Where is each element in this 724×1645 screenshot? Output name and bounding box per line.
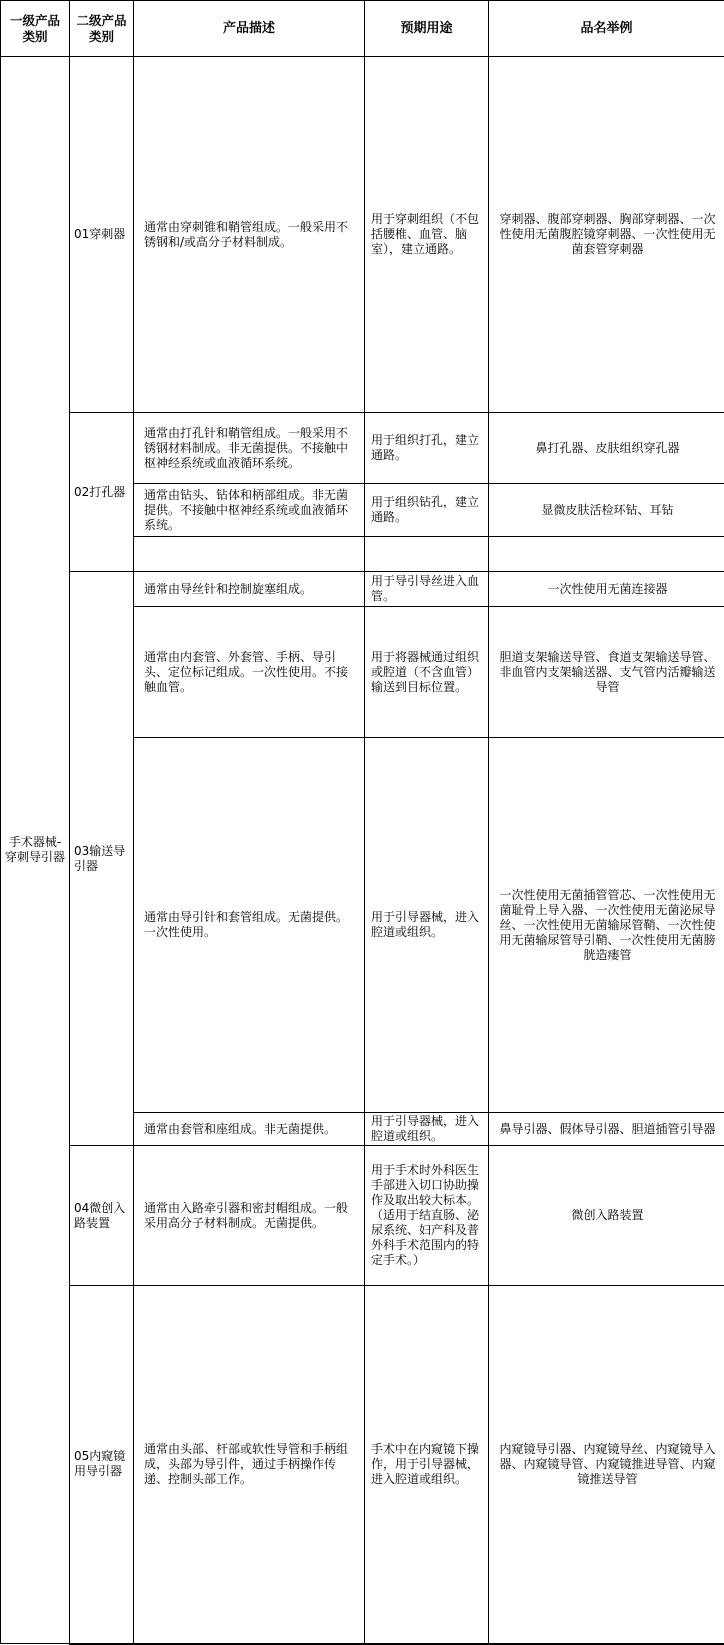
header-row bbox=[1, 1, 724, 57]
table-row bbox=[1, 1286, 724, 1644]
level1-category-cell: 手术器械-穿刺导引器 bbox=[1, 57, 70, 1644]
level2-category-cell: 02打孔器 bbox=[70, 413, 134, 572]
description-cell: 通常由头部、杆部或软性导管和手柄组成，头部为导引件，通过手柄操作传递、控制头部工作。 bbox=[134, 1286, 365, 1644]
examples-cell: 胆道支架输送导管、食道支架输送导管、非血管内支架输送器、支气管内活瓣输送导管 bbox=[489, 607, 724, 738]
table-row bbox=[1, 572, 724, 607]
description-cell: 通常由钻头、钻体和柄部组成。非无菌提供。不接触中枢神经系统或血液循环系统。 bbox=[134, 484, 365, 537]
description-cell: 通常由打孔针和鞘管组成。一般采用不锈钢材料制成。非无菌提供。不接触中枢神经系统或血液循环系统。 bbox=[134, 413, 365, 484]
header-examples: 品名举例 bbox=[489, 1, 724, 57]
examples-cell: 微创入路装置 bbox=[489, 1146, 724, 1286]
description-cell: 通常由内套管、外套管、手柄、导引头、定位标记组成。一次性使用。不接触血管。 bbox=[134, 607, 365, 738]
intended-use-cell: 用于引导器械，进入腔道或组织。 bbox=[365, 738, 489, 1113]
description-cell bbox=[134, 537, 365, 572]
intended-use-cell: 用于手术时外科医生手部进入切口协助操作及取出较大标本。（适用于结直肠、泌尿系统、妇产科及普外科手术范围内的特定手术。） bbox=[365, 1146, 489, 1286]
table-row bbox=[1, 1146, 724, 1286]
examples-cell: 一次性使用无菌插管管芯、一次性使用无菌耻骨上导入器、一次性使用无菌泌尿导丝、一次性使用无菌输尿管鞘、一次性使用无菌输尿管导引鞘、一次性使用无菌膀胱造瘘管 bbox=[489, 738, 724, 1113]
table-row bbox=[1, 57, 724, 413]
examples-cell bbox=[489, 537, 724, 572]
level2-category-cell: 04微创入路装置 bbox=[70, 1146, 134, 1286]
header-level2: 二级产品类别 bbox=[70, 1, 134, 57]
examples-cell: 内窥镜导引器、内窥镜导丝、内窥镜导入器、内窥镜导管、内窥镜推进导管、内窥镜推送导管 bbox=[489, 1286, 724, 1644]
level2-category-cell: 05内窥镜用导引器 bbox=[70, 1286, 134, 1644]
intended-use-cell: 用于穿刺组织（不包括腰椎、血管、脑室），建立通路。 bbox=[365, 57, 489, 413]
description-cell: 通常由套管和座组成。非无菌提供。 bbox=[134, 1113, 365, 1146]
examples-cell: 鼻打孔器、皮肤组织穿孔器 bbox=[489, 413, 724, 484]
description-cell: 通常由导丝针和控制旋塞组成。 bbox=[134, 572, 365, 607]
intended-use-cell: 用于组织打孔，建立通路。 bbox=[365, 413, 489, 484]
description-cell: 通常由入路牵引器和密封帽组成。一般采用高分子材料制成。无菌提供。 bbox=[134, 1146, 365, 1286]
description-cell: 通常由穿刺锥和鞘管组成。一般采用不锈钢和/或高分子材料制成。 bbox=[134, 57, 365, 413]
examples-cell: 穿刺器、腹部穿刺器、胸部穿刺器、一次性使用无菌腹腔镜穿刺器、一次性使用无菌套管穿刺器 bbox=[489, 57, 724, 413]
header-description: 产品描述 bbox=[134, 1, 365, 57]
intended-use-cell: 用于将器械通过组织或腔道（不含血管）输送到目标位置。 bbox=[365, 607, 489, 738]
level2-category-cell: 01穿刺器 bbox=[70, 57, 134, 413]
header-level1: 一级产品类别 bbox=[1, 1, 70, 57]
table-row bbox=[1, 413, 724, 484]
level2-category-cell: 03输送导引器 bbox=[70, 572, 134, 1146]
examples-cell: 鼻导引器、假体导引器、胆道插管引导器 bbox=[489, 1113, 724, 1146]
description-cell: 通常由导引针和套管组成。无菌提供。一次性使用。 bbox=[134, 738, 365, 1113]
examples-cell: 一次性使用无菌连接器 bbox=[489, 572, 724, 607]
examples-cell: 显微皮肤活检环钻、耳钻 bbox=[489, 484, 724, 537]
header-intended-use: 预期用途 bbox=[365, 1, 489, 57]
intended-use-cell bbox=[365, 537, 489, 572]
intended-use-cell: 用于组织钻孔，建立通路。 bbox=[365, 484, 489, 537]
intended-use-cell: 用于引导器械，进入腔道或组织。 bbox=[365, 1113, 489, 1146]
intended-use-cell: 手术中在内窥镜下操作，用于引导器械，进入腔道或组织。 bbox=[365, 1286, 489, 1644]
intended-use-cell: 用于导引导丝进入血管。 bbox=[365, 572, 489, 607]
